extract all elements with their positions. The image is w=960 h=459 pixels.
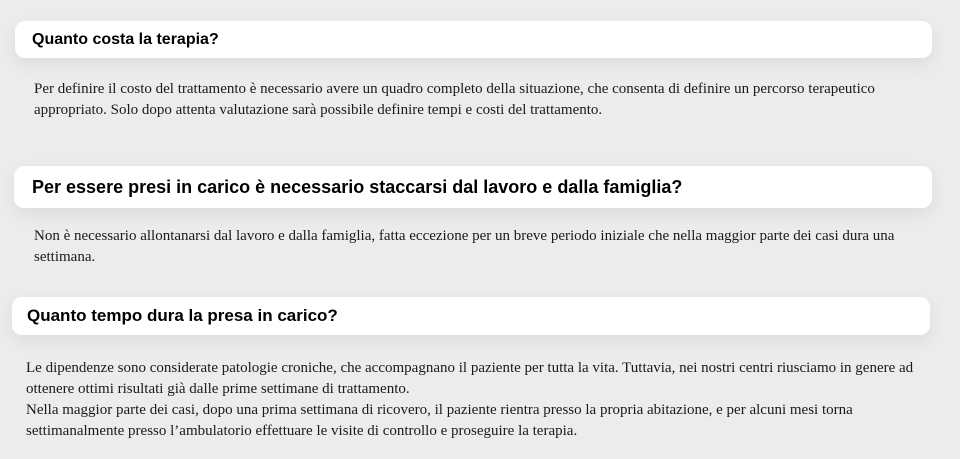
- faq-question-text: Quanto costa la terapia?: [32, 30, 219, 48]
- faq-question-duration[interactable]: [12, 297, 930, 335]
- faq-answer-paragraph: Le dipendenze sono considerate patologie croniche, che accompagnano il paziente per tutta la vita. Tuttavia, nei nostri centri riusciamo in genere ad ottenere ottimi risultati già dalle prime settimane di trattamento.: [26, 360, 914, 397]
- faq-answer-work-family: [34, 226, 924, 268]
- faq-question-work-family[interactable]: [14, 166, 932, 208]
- faq-question-text: Quanto tempo dura la presa in carico?: [27, 306, 338, 325]
- faq-answer-paragraph: Non è necessario allontanarsi dal lavoro e dalla famiglia, fatta eccezione per un breve periodo iniziale che nella maggior parte dei casi dura una settimana.: [34, 228, 895, 265]
- faq-answer-duration: [26, 358, 931, 442]
- faq-answer-cost: [34, 79, 924, 121]
- faq-answer-paragraph: Nella maggior parte dei casi, dopo una prima settimana di ricovero, il paziente rientra presso la propria abitazione, e per alcuni mesi torna settimanalmente presso l’ambulatorio effettuare le visite di controllo e proseguire la terapia.: [26, 402, 853, 439]
- faq-question-text: Per essere presi in carico è necessario staccarsi dal lavoro e dalla famiglia?: [32, 176, 683, 197]
- faq-question-cost[interactable]: [15, 21, 932, 58]
- faq-answer-paragraph: Per definire il costo del trattamento è necessario avere un quadro completo della situazione, che consenta di definire un percorso terapeutico appropriato. Solo dopo attenta valutazione sarà possibile definire tempi e costi del trattamento.: [34, 81, 875, 118]
